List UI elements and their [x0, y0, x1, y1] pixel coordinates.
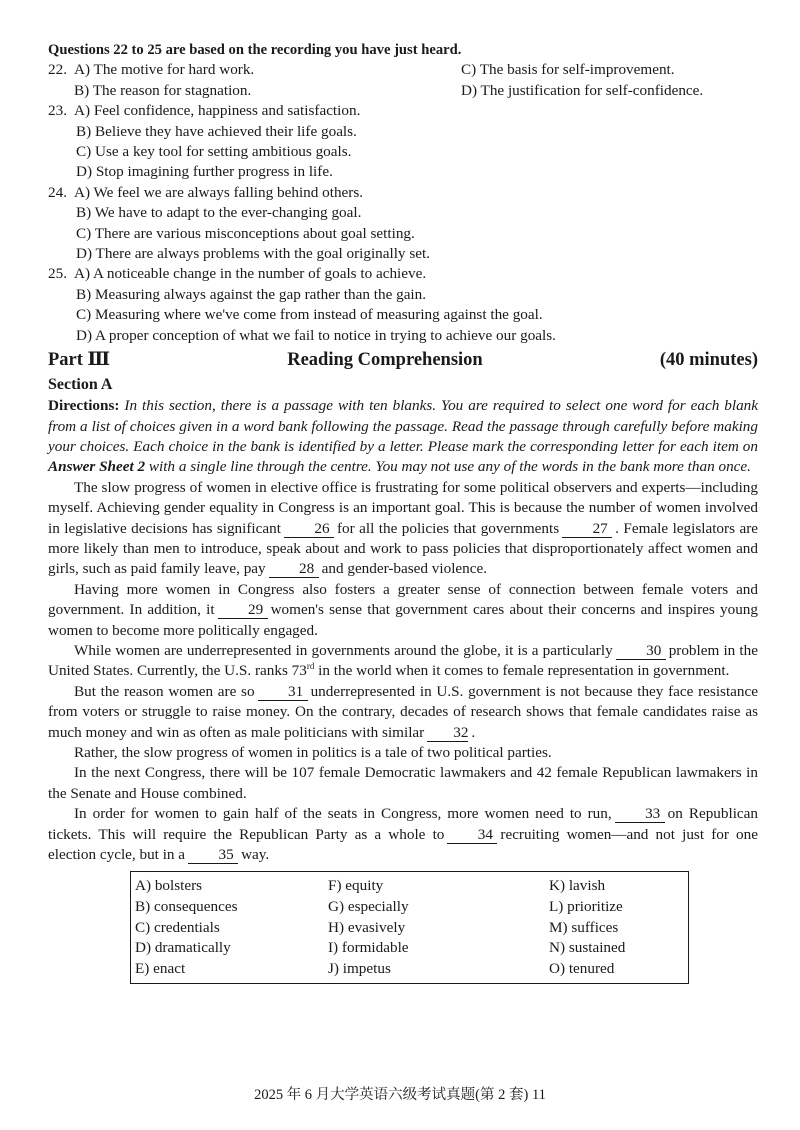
blank-31: 31 [258, 684, 308, 701]
option-d: D) There are always problems with the goal originally set. [76, 245, 430, 263]
word-bank-item: C) credentials [135, 918, 220, 936]
word-bank-item: A) bolsters [135, 877, 203, 895]
option-b: B) Measuring always against the gap rather than the gain. [76, 285, 427, 303]
question-22 [48, 60, 758, 101]
option-d: D) Stop imagining further progress in life. [76, 163, 333, 181]
word-bank-item: E) enact [135, 959, 186, 977]
word-bank-item: J) impetus [328, 959, 391, 977]
directions-label: Directions: [48, 397, 120, 415]
option-d: D) A proper conception of what we fail to notice in trying to achieve our goals. [76, 326, 556, 344]
passage-paragraph: But the reason women are so 31 underrepresented in U.S. government is not because they face resistance from voters or struggle to raise money. On the contrary, decades of research shows that female candidates raise as much money and win as often as male politicians with similar 32 . [48, 682, 758, 741]
option-c: C) The basis for self-improvement. [461, 61, 675, 79]
option-c: C) Measuring where we've come from instead of measuring against the goal. [76, 306, 543, 324]
option-d: D) The justification for self-confidence. [461, 81, 704, 99]
option-a: A) The motive for hard work. [74, 61, 255, 79]
word-bank-item: M) suffices [549, 918, 619, 936]
directions: Directions: In this section, there is a passage with ten blanks. You are required to select one word for each blank from a list of choices given in a word bank following the passage. Read the passage through carefully before making your choices. Each choice in the bank is identified by a letter. Please mark the corresponding letter for each item on Answer Sheet 2 with a single line through the centre. You may not use any of the words in the bank more than once. [48, 397, 759, 476]
section-heading: Section A [48, 376, 113, 394]
blank-34: 34 [447, 827, 497, 844]
questions-heading: Questions 22 to 25 are based on the recording you have just heard. [48, 42, 462, 58]
blank-29: 29 [218, 602, 268, 619]
word-bank-item: G) especially [328, 898, 409, 916]
blank-32: 32 [427, 725, 468, 742]
passage-paragraph: In order for women to gain half of the seats in Congress, more women need to run, 33 on Republican tickets. This will require the Republican Party as a whole to 34 recruiting women—and not just for one election cycle, but in a 35 way. [48, 805, 759, 864]
option-a: A) Feel confidence, happiness and satisfaction. [74, 102, 361, 120]
word-bank-item: L) prioritize [549, 898, 623, 916]
option-b: B) The reason for stagnation. [74, 81, 252, 99]
word-bank-item: I) formidable [328, 939, 409, 957]
option-b: B) We have to adapt to the ever-changing goal. [76, 204, 362, 222]
question-25 [48, 264, 758, 346]
question-number: 22. [48, 61, 67, 79]
word-bank [130, 871, 689, 984]
option-c: C) Use a key tool for setting ambitious goals. [76, 143, 352, 161]
question-23 [48, 101, 758, 183]
part-title: Reading Comprehension [287, 350, 483, 371]
option-a: A) We feel we are always falling behind others. [74, 183, 364, 201]
word-bank-item: D) dramatically [135, 939, 231, 957]
passage-paragraph: In the next Congress, there will be 107 female Democratic lawmakers and 42 female Republican lawmakers in the Senate and House combined. [48, 764, 758, 802]
blank-26: 26 [284, 521, 334, 538]
answer-sheet-label: Answer Sheet 2 [48, 458, 146, 476]
passage-paragraph: While women are underrepresented in governments around the globe, it is a particularly 30 problem in the United States. Currently, the U.S. ranks 73rd in the world when it comes to female representation in government. [48, 641, 758, 680]
word-bank-item: N) sustained [549, 939, 626, 957]
part-label: Part Ⅲ [48, 350, 111, 371]
word-bank-item: B) consequences [135, 898, 238, 916]
blank-35: 35 [188, 847, 238, 864]
question-number: 23. [48, 102, 67, 120]
option-c: C) There are various misconceptions about goal setting. [76, 224, 415, 242]
question-24 [48, 183, 758, 265]
passage-paragraph: Rather, the slow progress of women in politics is a tale of two political parties. [74, 744, 552, 761]
exam-page [48, 40, 758, 984]
question-number: 25. [48, 265, 67, 283]
word-bank-item: K) lavish [549, 877, 606, 895]
word-bank-item: O) tenured [549, 959, 615, 977]
question-number: 24. [48, 183, 67, 201]
blank-30: 30 [616, 643, 666, 660]
word-bank-item: F) equity [328, 877, 384, 895]
option-b: B) Believe they have achieved their life goals. [76, 122, 357, 140]
blank-33: 33 [615, 806, 665, 823]
passage-paragraph: Having more women in Congress also fosters a greater sense of connection between female voters and government. In addition, it 29 women's sense that government cares about their concerns and inspires young women to become more politically engaged. [48, 580, 758, 639]
word-bank-item: H) evasively [328, 918, 406, 936]
page-footer: 2025 年 6 月大学英语六级考试真题(第 2 套) 11 [254, 1087, 546, 1103]
option-a: A) A noticeable change in the number of goals to achieve. [74, 265, 427, 283]
part-heading [48, 348, 758, 372]
part-time: (40 minutes) [659, 350, 758, 371]
passage-paragraph: The slow progress of women in elective office is frustrating for some political observers and experts—including myself. Achieving gender equality in Congress is an important goal. This is because the number of women involved in legislative decisions has significant 26 for all the policies that governments 27 . Female legislators are more likely than men to introduce, speak about and work to pass policies that disproportionately affect women and girls, such as paid family leave, pay 28 and gender-based violence. [48, 478, 758, 578]
blank-28: 28 [269, 561, 319, 578]
blank-27: 27 [562, 521, 612, 538]
